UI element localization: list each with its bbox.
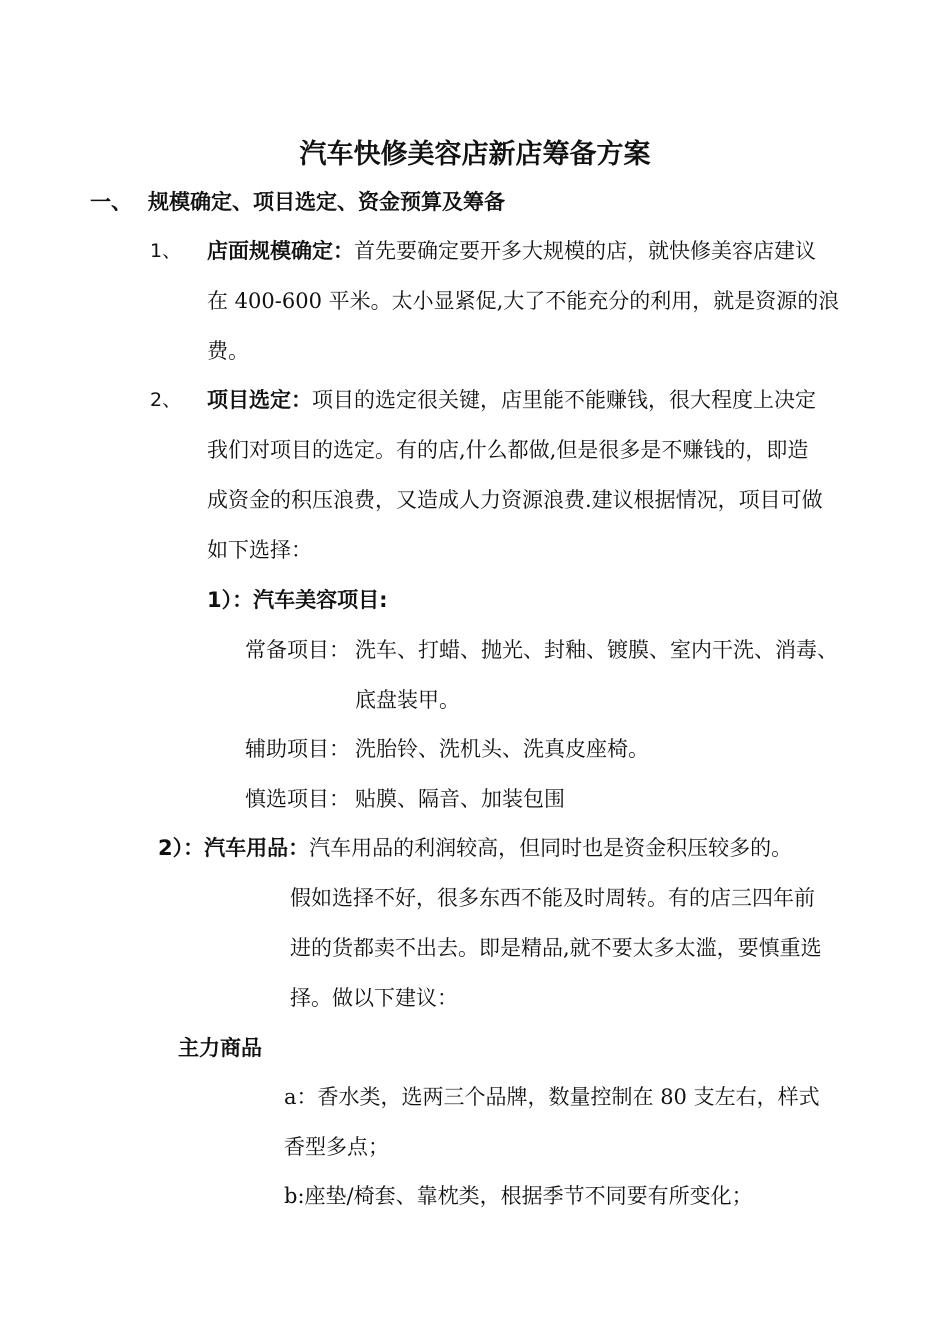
item-1-label: 店面规模确定： [207,239,354,263]
sub-2-line-3: 进的货都卖不出去。即是精品,就不要太多太滥，要慎重选 [290,936,822,960]
sub-2-line-1 [158,834,792,862]
item-2-number: 2、 [150,389,182,411]
aux-items-text: 洗胎铃、洗机头、洗真皮座椅。 [355,737,649,761]
regular-items-line-1: 洗车、打蜡、抛光、封釉、镀膜、室内干洗、消毒、 [355,638,838,662]
sub-2-line-4: 择。做以下建议： [290,986,458,1010]
aux-items-label: 辅助项目： [245,737,350,761]
main-products-heading: 主力商品 [178,1036,262,1060]
sub-1-heading: 1）：汽车美容项目: [207,588,388,612]
item-2-label: 项目选定： [207,388,312,412]
sub-2-line-2: 假如选择不好，很多东西不能及时周转。有的店三四年前 [290,886,815,910]
item-2-line-3: 成资金的积压浪费，又造成人力资源浪费.建议根据情况，项目可做 [207,488,823,512]
product-a-line-2: 香型多点； [284,1135,389,1159]
document-title: 汽车快修美容店新店筹备方案 [299,139,651,170]
section-heading: 规模确定、项目选定、资金预算及筹备 [148,190,505,214]
careful-items-label: 慎选项目： [245,787,350,811]
product-a-line-1: a：香水类，选两三个品牌，数量控制在 80 支左右，样式 [284,1085,820,1109]
item-1-text-1: 首先要确定要开多大规模的店，就快修美容店建议 [354,239,816,263]
item-2-line-4: 如下选择： [207,538,312,562]
section-number: 一、 [90,190,132,214]
careful-items-text: 贴膜、隔音、加装包围 [355,787,565,811]
product-b-line-1: b:座垫/椅套、靠枕类，根据季节不同要有所变化； [284,1184,753,1208]
item-2-line-1 [207,386,816,414]
regular-items-line-2: 底盘装甲。 [355,688,460,712]
item-2-line-2: 我们对项目的选定。有的店,什么都做,但是很多是不赚钱的，即造 [207,438,809,462]
item-1-line-2: 在 400-600 平米。太小显紧促,大了不能充分的利用，就是资源的浪 [207,289,840,313]
item-1-number: 1、 [150,240,182,262]
item-1-line-1 [207,237,816,265]
item-2-text-1: 项目的选定很关键，店里能不能赚钱，很大程度上决定 [312,388,816,412]
item-1-line-3: 费。 [207,339,249,363]
sub-2-heading: 2）：汽车用品： [158,836,310,860]
regular-items-label: 常备项目： [245,638,350,662]
sub-2-text-1: 汽车用品的利润较高，但同时也是资金积压较多的。 [309,836,793,860]
